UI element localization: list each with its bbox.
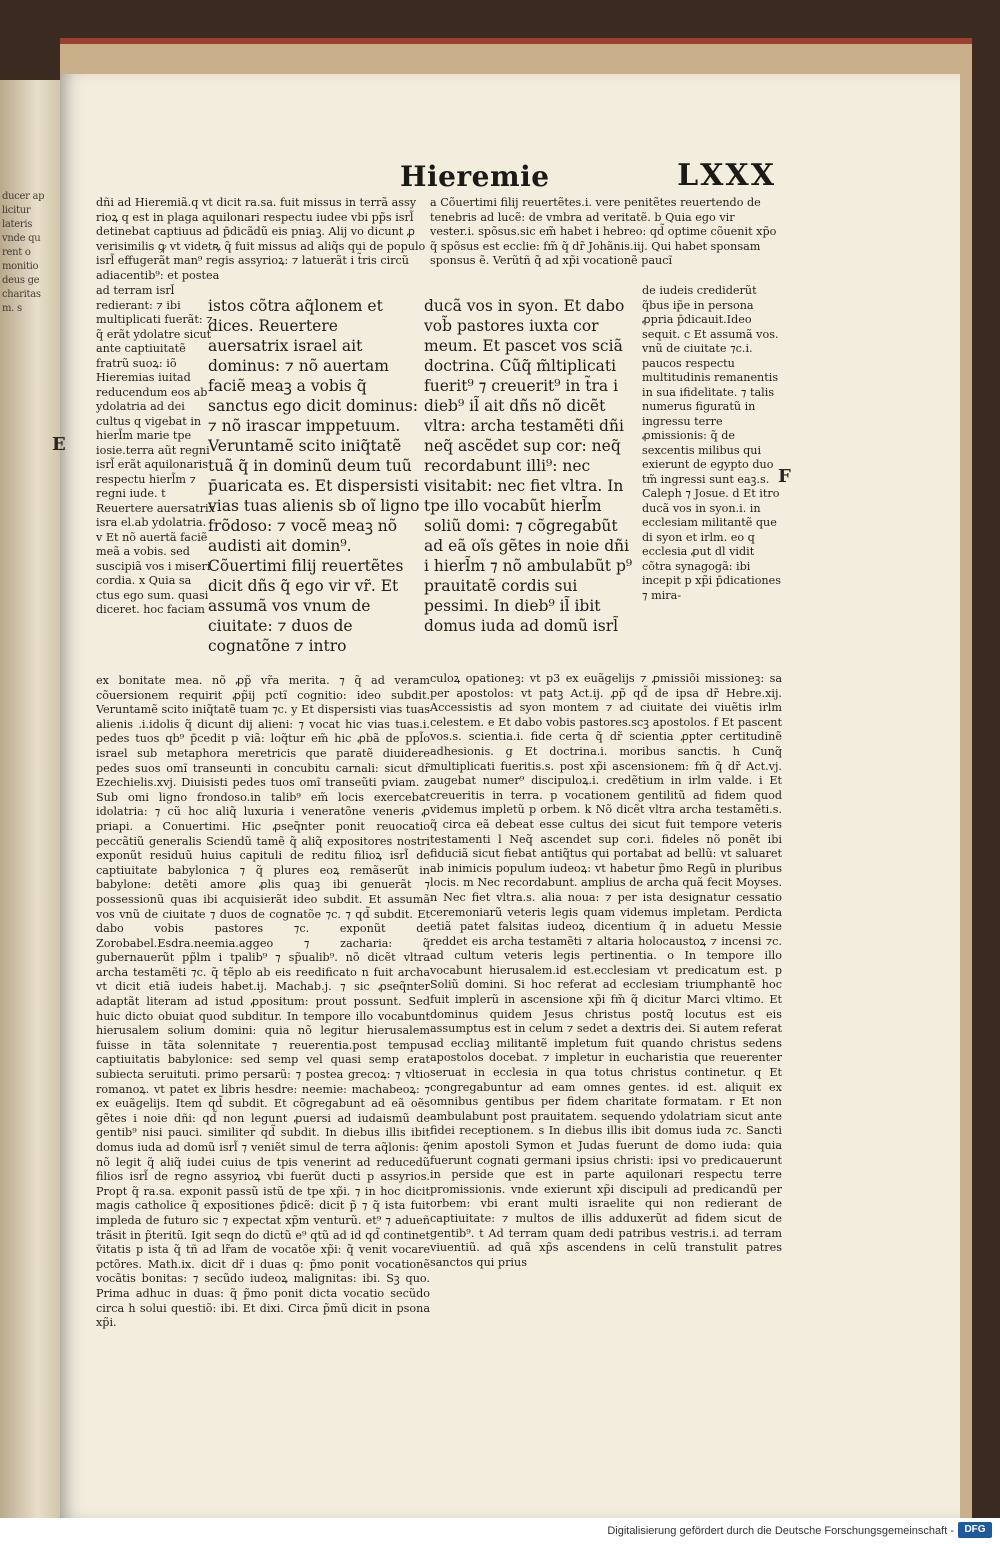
commentary-left-bottom: ex bonitate mea. nõ ꝓp̃ vr̃a merita. ⁊ q̃ ad veram cõuersionem requirit ꝓp̃ij pctĩ cognitio: ideo subdit. Veruntamẽ scito iniq̃tatẽ tuam ⁊c. y Et dispersisti vias tuas alienis .i.idolis q̃ dicunt dij alieni: ⁊ vocat hic vias tuas.i. pedes tuos qb⁹ p̄cedit p viã: loq̃tur em̃ hic ꝓbã de ppl̃o israel sub metaphora meretricis que paratẽ diuidere pedes suos omĩ transeunti in concubitu carnali: sicut dr̃ Ezechielis.xvj. Diuisisti pedes tuos omĩ transeũti pviam. z Sub omi ligno frondoso.in talib⁹ em̃ locis exercebat idolatria: ⁊ cũ hoc aliq̃ luxuria i veneratõne veneris ꝓ priapi. a Conuertimi. Hic ꝓseq̃nter ponit reuocatio peccãtiũ generalis Sciendũ tamẽ q̃ aliq̃ expositores nostri exponũt residuũ huius capituli de reditu filioꝝ isrl̃ de captiuitate babylonica ⁊ q̃ plures eoꝝ remãserũt in babylone: detẽti amore ꝓlis quaꝫ ibi genuerãt ⁊ possessionũ quas ibi acquisierãt ideo subdit. Et assumã vos vnũ de ciuitate ⁊ duos de cognatõe ⁊c. ⁊ qd̃ subdit. Et dabo vobis pastores ⁊c. exponũt de Zorobabel.Esdra.neemia.aggeo ⁊ zacharia: q̃ gubernauerũt pp̃lm i tpalib⁹ ⁊ sp̃ualib⁹. nõ dicẽt vltra archa testamẽti ⁊c. q̃ tẽplo ab eis reedificato n fuit archa vt dicit etiã iudeis habet.ij. Machab.j. ⁊ sic ꝓseq̃nter adaptãt literam ad istud ꝓpositum: prout possunt. Sed huic dicto obuiat quod subditur. In tempore illo vocabunt hierusalem solium domini: quia nõ legitur hierusalem fuisse in tãta solennitate ⁊ reuerentia.post tempus captiuitatis babylonice: sed semp vel quasi semp erat subiecta seruituti. primo persarũ: ⁊ postea grecoꝝ: ⁊ vltio romanoꝝ. vt patet ex libris hesdre: neemie: machabeoꝝ: ⁊ ex euãgelijs. Item qd̃ subdit. Et cõgregabunt ad eã oẽs gẽtes i noie dñi: qd̃ non legunt ꝓuersi ad iudaismũ de gentib⁹ nisi pauci. similiter qd̃ subdit. In diebus illis ibit domus iuda ad domũ isrl̃ ⁊ veniẽt simul de terra aq̃lonis: q̃ nõ legit q̃ aliq̃ iudei cuius de tpis venerint ad reducedũ filios isrl̃ de regno assyrioꝝ vbi fuerũt ducti p assyrios. Propt q̃ ra.sa. exponit passũ istũ de tpe xp̃i. ⁊ in hoc dicit magis catholice q̃ expositiones p̄dicẽ: dicit p̃ ⁊ q̃ ista fuit impleda de futuro sic ⁊ expectat xp̃m venturũ. et⁹ ⁊ adueñ trãsit in p̃teritũ. Igit seqn do dictũ e⁹ qtũ ad id qd̃ continet v̄itatis p ista q̃ tñ ad lr̃am de vocatõe xp̃i: q̃ venit vocare pctõres. Math.ix. dicit dr̃ i duas q: p̃mo ponit vocationẽ vocãtis bonitas: ⁊ secũdo iudeoꝝ malignitas: ibi. Sꝫ quo. Prima adhuc in duas: q̃ p̃mo ponit dicta vocatio secũdo circa h solui questiõ: ibi. Et dixi. Circa p̃mũ dicit in psona xp̃i. bbox=[96, 674, 430, 1330]
gloss-right: de iudeis crediderũt q̃bus ip̃e in persona ꝓpria p̄dicauit.Ideo sequit. c Et assumã vos. vnũ de ciuitate ⁊c.i. paucos respectu multitudinis remanentis in sua ifidelitate. ⁊ talis numerus figuratũ in ingressu terre ꝓmissionis: q̃ de sexcentis milibus qui exierunt de egypto duo tm̃ ingressi sunt eaꝫ.s. Caleph ⁊ Josue. d Et itro ducã vos in syon.i. in ecclesiam militantẽ que di syon et irlm. eo q ecclesia ꝓut dl vidit cõtra synagogã: ibi incepit p xp̃i p̄dicationes ⁊ mira- bbox=[642, 284, 781, 602]
biblical-text-column-b: ducã vos in syon. Et dabo vob̃ pastores iuxta cor meum. Et pascet vos sciã doctrina. Cũq̃ m̃ltiplicati fuerit⁹ ⁊ creuerit⁹ in t̃ra i dieb⁹ il̃ ait dñs nõ dicẽt vltra: archa testamẽti dñi neq̃ ascẽdet sup cor: neq̃ recordabunt illi⁹: nec visitabit: nec fiet vltra. In tpe illo vocabũt hierl̃m soliũ domi: ⁊ cõgregabũt ad eã oĩs gẽtes in noie dñi i hierl̃m ⁊ nõ ambulabũt p⁹ prauitatẽ cordis sui pessimi. In dieb⁹ il̃ ibit domus iuda ad domũ isrl̃ bbox=[424, 297, 633, 635]
margin-letter-right: F bbox=[778, 466, 791, 487]
left-page-fragment bbox=[0, 80, 62, 1518]
biblical-text-column-a: istos cõtra aq̃lonem et dices. Reuertere auersatrix israel ait dominus: ⁊ nõ auertam faciẽ meaꝫ a vobis q̃ sanctus ego dicit dominus: ⁊ nõ irascar imppetuum. Veruntamẽ scito iniq̃tatẽ tuã q̃ in dominũ deum tuũ p̄uaricata es. Et dispersisti vias tuas alienis sb oĩ ligno frõdoso: ⁊ vocẽ meaꝫ nõ audisti ait domin⁹. Cõuertimi filij reuertẽtes dicit dñs q̃ ego vir vr̃. Et assumã vos vnum de ciuitate: ⁊ duos de cognatõne ⁊ intro bbox=[208, 297, 420, 655]
right-page bbox=[52, 74, 960, 1518]
footer-bar bbox=[0, 1518, 1000, 1544]
folio-number: LXXX bbox=[677, 158, 776, 193]
commentary-right-bottom: culoꝝ opationeꝫ: vt p3 ex euãgelijs ⁊ ꝓmissiõi missioneꝫ: sa per apostolos: vt patꝫ Act.ij. ꝓp̃ qd̃ de ipsa dr̃ Hebre.xij. Accessistis ad syon montem ⁊ ad ciuitate dei viuẽtis irlm celestem. e Et dabo vobis pastores.scꝫ apostolos. f Et pascent vos.s. scientia.i. fide certa q̃ dr̃ scientia ꝓpter certitudinẽ adhesionis. g Et doctrina.i. moribus sanctis. h Cunq̃ multiplicati fueritis.s. post xp̃i ascensionem: fm̃ q̃ dr̃ Act.vj. augebat numer⁹ discipuloꝝ.i. credẽtium in irlm valde. i Et creueritis in terra. p vocationem gentilitũ ad fidem quod videmus impletũ p orbem. k Nõ dicẽt vltra archa testamẽti.s. q̃ circa eã debeat esse cultus dei sicut fuit tempore veteris testamenti l Neq̃ ascendet sup cor.i. fideles nõ ponẽt ibi fiduciã sicut fiebat antiq̃tus qui portabat ad bellũ: vt saluaret ab inimicis populum iudeoꝝ: vt habetur p̃mo Regũ in pluribus locis. m Nec recordabunt. amplius de archa quã fecit Moyses. n Nec fiet vltra.s. alia noua: ⁊ per ista designatur cessatio ceremoniarũ veteris legis quam videmus impletam. Perdicta etiã patet falsitas iudeoꝝ dicentium q̃ in aduetu Messie reddet eis archa testamẽti ⁊ altaria holocaustoꝝ ⁊ incensi ⁊c. ad cultum veteris legis pertinentia. o In tempore illo vocabunt hierusalem.id est.ecclesiam vt predicatum est. p Soliũ domini. Si hoc referat ad ecclesiam triumphantẽ hoc fuit implerũ in ascensione xp̃i fm̃ q̃ dicitur Marci vltimo. Et dominus quidem Jesus christus postq̃ locutus est eis assumptus est in celum ⁊ sedet a dextris dei. Si autem referat ad eccliaꝫ militantẽ impletum fuit quando christus sedens apostolos docebat. ⁊ impletur in eucharistia que reuerenter seruat in ecclesia in qua totus christus continetur. q Et congregabuntur ad eam omnes gentes. id est. aliquit ex omnibus gentibus per fidem charitate formatam. r Et non ambulabunt post prauitatem. sequendo ydolatriam sicut ante fidei receptionem. s In diebus illis ibit domus iuda ⁊c. Sancti enim apostoli Symon et Judas fuerunt de domo iuda: quia fuerunt cognati germani ipsius christi: ipsi vo predicauerunt in perside que est in parte aquilonari respectu terre promissionis. vnde exierunt xp̃i discipuli ad predicandũ per orbem: vbi erant multi israelite qui non redierant de captiuitate: ⁊ multos de illis adduxerũt ad fidem sicut de gentib⁹. t Ad terram quam dedi patribus vestris.i. ad terram viuentiũ. ad quã xp̃s ascendens in celũ transtulit patres sanctos qui prius bbox=[430, 672, 782, 1269]
footer-credit: Digitalisierung gefördert durch die Deutsche Forschungsgemeinschaft - bbox=[607, 1525, 954, 1537]
running-title: Hieremie bbox=[400, 160, 550, 193]
margin-letter-left: E bbox=[52, 434, 66, 455]
left-page-text: ducer ap licitur lateris vnde qu rent o monitio deus ge charitas m. s bbox=[2, 191, 45, 314]
dfg-logo: DFG bbox=[958, 1522, 992, 1538]
commentary-left-top: dñi ad Hieremiã.q vt dicit ra.sa. fuit missus in terrã assy rioꝝ q est in plaga aquilonari respectu iudee vbi pp̃s isrl̃ detinebat captiuus ad p̄dicãdũ eis pniaꝫ. Alij vo dicunt ꝓ verisimilis ꝙ vt videtꝶ q̃ fuit missus ad aliq̃s qui de populo isrl̃ effugerãt man⁹ regis assyrioꝝ: ⁊ latuerãt i t̃ris circũ adiacentib⁹: et postea bbox=[96, 196, 426, 282]
gloss-left: ad terram isrl̃ redierant: ⁊ ibi multiplicati fuerãt: ⁊ q̃ erãt ydolatre sicut ante captiuitatẽ fratrũ suoꝝ: iõ Hieremias iuitad reducendum eos ab ydolatria ad dei cultus q vigebat in hierl̃m marie tpe iosie.terra aũt regni isrl̃ erãt aquilonaris respectu hierl̃m ⁊ regni iude. t Reuertere auersatrix isra el.ab ydolatria. v Et nõ auertã faciẽ meã a vobis. sed suscipiã vos i miseri cordia. x Quia sa ctus ego sum. quasi diceret. hoc faciam bbox=[96, 284, 215, 616]
commentary-right-top: a Cõuertimi filij reuertẽtes.i. vere penitẽtes reuertendo de tenebris ad lucẽ: de vmbra ad veritatẽ. b Quia ego vir vester.i. spõsus.sic em̃ habet i hebreo: qd̃ optime cõuenit xp̃o q̃ spõsus est ecclie: fm̃ q̃ dr̃ Johãnis.iij. Qui habet sponsam sponsus ẽ. Verũtñ q̃ ad xp̃i vocationẽ paucĩ bbox=[430, 196, 777, 267]
